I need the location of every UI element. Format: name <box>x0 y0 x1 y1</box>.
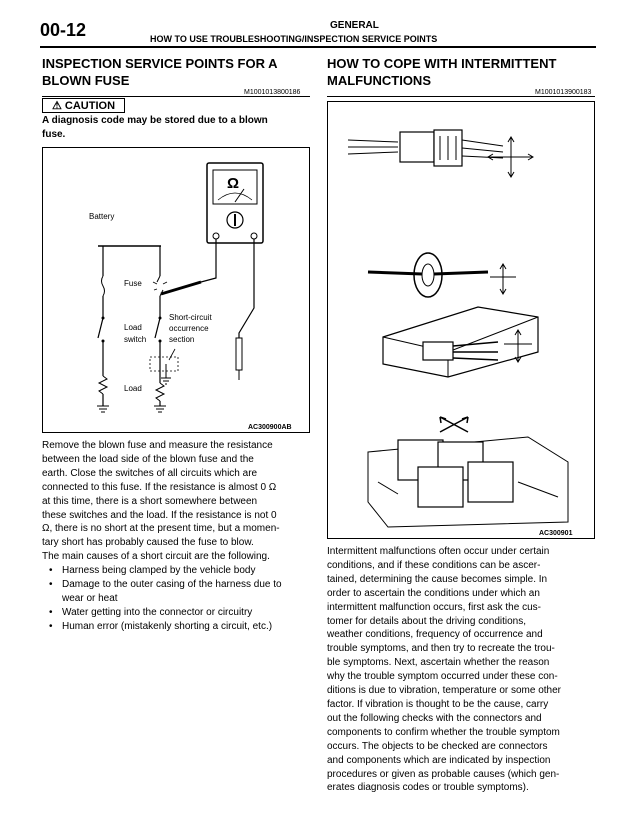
body-line: ditions is due to vibration, temperature or some other <box>327 685 562 697</box>
list-item <box>42 620 314 634</box>
body-line: ble symptoms. Next, ascertain whether the reason <box>327 657 550 669</box>
body-line: components to confirm whether the trouble symptom <box>327 726 560 738</box>
figure-code: AC300901 <box>539 530 573 537</box>
body-line: order to ascertain the conditions under which an <box>327 587 540 599</box>
body-line: Remove the blown fuse and measure the resistance <box>42 440 273 451</box>
right-title-line-2: MALFUNCTIONS <box>327 73 431 88</box>
body-line: trouble symptoms, and then try to recreate the trou- <box>327 643 555 655</box>
list-item-text: Water getting into the connector or circuitry <box>62 606 253 618</box>
short-causes-list <box>42 564 314 634</box>
left-body <box>42 439 314 634</box>
left-title-line-2: BLOWN FUSE <box>42 73 130 88</box>
probe-right <box>236 338 242 370</box>
body-line: factor. If vibration is thought to be the cause, carry <box>327 698 549 710</box>
intermittent-check-diagram <box>328 102 596 540</box>
body-line: occurs. The objects to be checked are connectors <box>327 740 548 752</box>
left-section-code: M1001013800186 <box>244 89 301 96</box>
page-number: 00-12 <box>40 20 87 40</box>
list-item <box>42 606 314 620</box>
short-section-label-3: section <box>169 335 195 344</box>
battery-label: Battery <box>89 212 115 221</box>
fuse-left <box>102 276 105 296</box>
grommet-shake-illustration <box>368 253 516 297</box>
body-line: tary short has probably caused the fuse to blow. <box>42 537 254 549</box>
list-item-text-cont: wear or heat <box>62 592 118 604</box>
body-line: these switches and the load. If the resistance is not 0 <box>42 509 277 521</box>
caution-text-line: fuse. <box>42 129 66 140</box>
list-item-text: Harness being clamped by the vehicle body <box>62 565 256 577</box>
body-line: tained, determining the cause becomes simple. In <box>327 573 548 585</box>
body-line: tomer for details about the driving conditions, <box>327 615 526 627</box>
body-line: The main causes of a short circuit are the following. <box>42 551 270 563</box>
short-circuit-section <box>150 357 178 371</box>
intermittent-check-figure <box>327 101 595 539</box>
list-item-text: Human error (mistakenly shorting a circuit, etc.) <box>62 620 273 632</box>
body-line: at this time, there is a short somewhere between <box>42 495 258 507</box>
right-title-rule <box>327 96 595 97</box>
body-line: intermittent malfunction occurs, first ask the cus- <box>327 601 541 613</box>
list-item-text: Damage to the outer casing of the harness due to <box>62 579 282 591</box>
body-line: and components which are indicated by inspection <box>327 754 551 766</box>
header-title: GENERAL <box>330 20 379 31</box>
right-title-line-1: HOW TO COPE WITH INTERMITTENT <box>327 56 557 71</box>
caution-label: CAUTION <box>64 100 116 112</box>
load-label: Load <box>124 384 142 393</box>
header-subtitle: HOW TO USE TROUBLESHOOTING/INSPECTION SERVICE POINTS <box>150 34 438 44</box>
load-switch-label-1: Load <box>124 323 142 332</box>
caution-text-line: A diagnosis code may be stored due to a blown <box>42 115 268 126</box>
left-title-rule <box>42 96 310 97</box>
left-section-title <box>42 55 277 89</box>
body-line: why the trouble symptom occurred under these con- <box>327 671 558 683</box>
body-line: out the following checks with the connectors and <box>327 712 542 724</box>
right-body <box>327 545 599 795</box>
right-section-code: M1001013900183 <box>535 89 592 96</box>
ground-right-icon <box>154 406 166 412</box>
body-line: erates diagnosis codes or trouble symptoms). <box>327 782 529 794</box>
probe-left <box>161 282 201 294</box>
load-switch-left <box>98 317 105 364</box>
fuse-circuit-diagram <box>43 148 311 434</box>
body-line: Intermittent malfunctions often occur under certain <box>327 546 550 557</box>
body-line: connected to this fuse. If the resistance is almost 0 Ω <box>42 481 277 493</box>
ecu-connector-shake-illustration <box>383 307 538 377</box>
list-item <box>42 578 314 606</box>
relay-shake-illustration <box>368 417 568 527</box>
load-right <box>156 383 164 401</box>
body-line: weather conditions, frequency of occurrence and <box>327 629 543 641</box>
body-line: earth. Close the switches of all circuits which are <box>42 467 258 479</box>
short-section-label-1: Short-circuit <box>169 313 212 322</box>
load-left <box>99 376 107 394</box>
body-line: Ω, there is no short at the present time, but a momen- <box>42 523 280 535</box>
right-section-title <box>327 55 556 89</box>
figure-code: AC300900AB <box>248 424 292 431</box>
load-switch-label-2: switch <box>124 335 147 344</box>
fuse-circuit-figure <box>42 147 310 433</box>
list-item <box>42 564 314 578</box>
warning-triangle-icon: ⚠ <box>51 100 62 112</box>
load-switch-right <box>155 317 162 384</box>
caution-box <box>42 98 125 113</box>
body-line: between the load side of the blown fuse and the <box>42 453 254 465</box>
body-line: procedures or given as probable causes (which gen- <box>327 768 560 780</box>
short-section-label-2: occurrence <box>169 324 209 333</box>
caution-text <box>42 114 268 142</box>
connector-shake-illustration <box>348 130 533 177</box>
fuse-label: Fuse <box>124 279 142 288</box>
header-rule <box>40 46 596 48</box>
probe-lead-left <box>201 239 216 282</box>
left-title-line-1: INSPECTION SERVICE POINTS FOR A <box>42 56 278 71</box>
ground-left-icon <box>97 406 109 412</box>
ohm-symbol: Ω <box>227 175 240 192</box>
body-line: conditions, and if these conditions can be ascer- <box>327 559 541 571</box>
